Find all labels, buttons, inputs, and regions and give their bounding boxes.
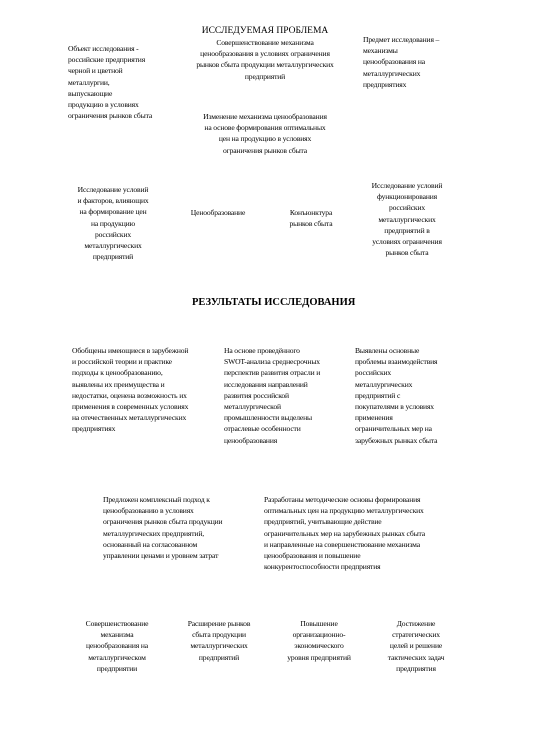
object-text: Объект исследования - российские предприятия черной и цветной металлургии, выпускающие продукцию в условиях ограничения рынков сбыта <box>68 44 153 121</box>
problem-text: Совершенствование механизма ценообразования в условиях ограничения рынков сбыта продукции металлургических предприятий <box>196 38 334 81</box>
functioning-text: Исследование условий функционирования российских металлургических предприятий в условиях ограничения рынков сбыта <box>371 181 443 258</box>
outcome-level: Повышение организационно- экономического уровня предприятий <box>287 619 351 662</box>
result-problems: Выявлены основные проблемы взаимодействия российских металлургических предприятий с покупателями в условиях применения ограничительных мер на зарубежных рынках сбыта <box>355 346 438 445</box>
factors-text: Исследование условий и факторов, влияющих на формирование цен на продукцию российских металлургических предприятий <box>77 185 149 262</box>
subject-text: Предмет исследования – механизмы ценообразования на металлургических предприятиях <box>363 35 440 89</box>
outcome-goals: Достижение стратегических целей и решение тактических задач предприятия <box>387 619 445 673</box>
outcome-markets: Расширение рынков сбыта продукции металлургических предприятий <box>187 619 251 662</box>
conjuncture-text: Конъюнктура рынков сбыта <box>289 208 333 229</box>
pricing-text: Ценообразование <box>190 208 246 217</box>
result-approaches: Обобщены имеющиеся в зарубежной и российской теории и практике подходы к ценообразованию, выявлены их преимущества и недостатки, оценена возможность их применения в современных условиях на отечественных металлургических предприятиях <box>72 346 189 434</box>
goal-text: Изменение механизма ценообразования на основе формирования оптимальных цен на продукцию в условиях ограничения рынков сбыта <box>203 112 327 155</box>
result-complex-approach: Предложен комплексный подход к ценообразованию в условиях ограничения рынков сбыта продукции металлургических предприятий, основанный на согласованном управлении ценами и уровнем затрат <box>103 495 223 561</box>
result-swot: На основе проведённого SWOT-анализа среднесрочных перспектив развития отрасли и исследования направлений развития российской металлургической промышленности выделены отраслевые особенности ценообразования <box>224 346 321 445</box>
problem-title: ИССЛЕДУЕМАЯ ПРОБЛЕМА <box>201 26 329 36</box>
result-methodical-basis: Разработаны методические основы формирования оптимальных цен на продукцию металлургических предприятий, учитывающие действие ограничительных мер на зарубежных рынках сбыта и направленные на совершенствование механизма ценообразования и повышение конкурентоспособности предприятия <box>264 495 426 572</box>
results-heading: РЕЗУЛЬТАТЫ ИССЛЕДОВАНИЯ <box>192 297 356 308</box>
outcome-mechanism: Совершенствование механизма ценообразования на металлургическом предприятии <box>85 619 149 673</box>
